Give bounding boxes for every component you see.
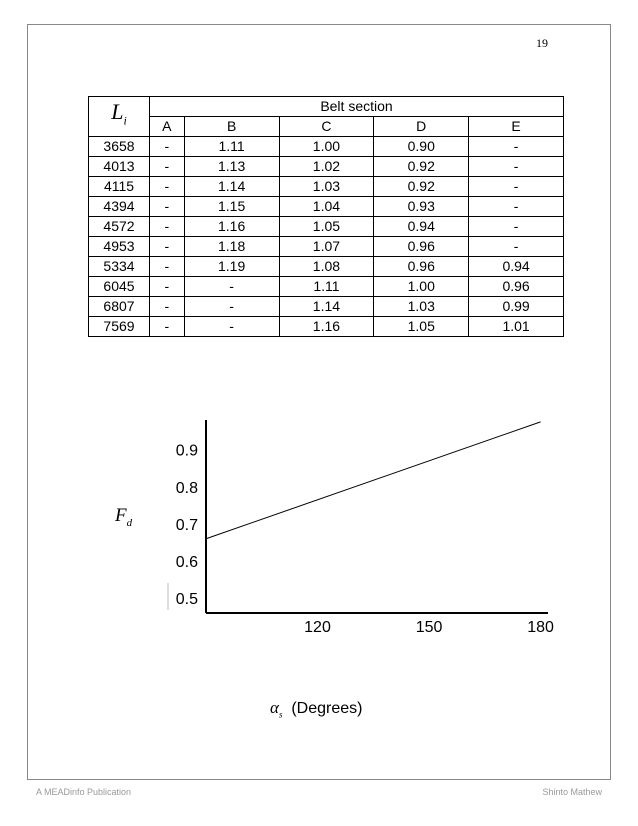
chart-area [0,400,638,730]
series-line [206,422,541,539]
length-cell: 4013 [89,157,150,177]
table-row [89,277,564,297]
factor-cell: 1.18 [184,237,279,257]
column-header-b: B [184,117,279,137]
factor-cell: 1.11 [279,277,374,297]
footer-author: Shinto Mathew [542,787,602,797]
factor-cell: 0.92 [374,157,469,177]
factor-cell: - [150,297,185,317]
factor-cell: 0.90 [374,137,469,157]
factor-cell: - [150,317,185,337]
length-cell: 4572 [89,217,150,237]
belt-section-table [88,96,564,337]
factor-cell: - [469,137,564,157]
table-row [89,197,564,217]
factor-cell: 1.11 [184,137,279,157]
factor-cell: - [150,257,185,277]
factor-cell: 1.04 [279,197,374,217]
y-tick-label: 0.9 [175,442,198,460]
factor-cell: - [150,197,185,217]
factor-cell: 1.03 [374,297,469,317]
factor-cell: - [469,197,564,217]
table-row [89,297,564,317]
factor-cell: 1.14 [184,177,279,197]
column-header-c: C [279,117,374,137]
x-axis-symbol [270,698,283,720]
factor-cell: 1.00 [374,277,469,297]
table-row [89,317,564,337]
factor-cell: - [150,177,185,197]
factor-cell: 1.05 [279,217,374,237]
y-tick-label: 0.6 [175,554,198,572]
length-cell: 4115 [89,177,150,197]
factor-cell: 0.93 [374,197,469,217]
factor-cell: 1.07 [279,237,374,257]
factor-cell: 0.99 [469,297,564,317]
y-axis-symbol: F [115,505,127,526]
x-axis-label [270,698,362,719]
y-axis-subscript: d [126,516,133,529]
factor-cell: 1.03 [279,177,374,197]
correction-factor-chart [0,400,638,730]
column-header-d: D [374,117,469,137]
length-cell: 4394 [89,197,150,217]
factor-cell: - [469,157,564,177]
length-cell: 7569 [89,317,150,337]
x-axis-subscript: s [278,709,283,720]
column-header-e: E [469,117,564,137]
factor-cell: 0.92 [374,177,469,197]
length-cell: 6807 [89,297,150,317]
factor-cell: 1.01 [469,317,564,337]
factor-cell: 1.08 [279,257,374,277]
belt-section-header: Belt section [150,97,564,117]
table-row [89,217,564,237]
length-header [89,97,150,137]
factor-cell: 1.19 [184,257,279,277]
x-axis-unit: (Degrees) [291,700,363,717]
factor-cell: - [150,217,185,237]
y-tick-label: 0.7 [175,516,198,534]
factor-cell: 1.00 [279,137,374,157]
x-axis-symbol-letter: α [270,698,279,717]
factor-cell: - [469,217,564,237]
factor-cell: 1.05 [374,317,469,337]
factor-cell: - [150,137,185,157]
table-row [89,137,564,157]
factor-cell: - [150,277,185,297]
factor-cell: 1.16 [184,217,279,237]
y-tick-label: 0.8 [175,479,198,497]
factor-cell: 1.15 [184,197,279,217]
factor-cell: 1.16 [279,317,374,337]
x-tick-label: 180 [527,619,554,636]
length-cell: 6045 [89,277,150,297]
factor-cell: - [184,297,279,317]
table-row [89,157,564,177]
table-row [89,257,564,277]
column-header-a: A [150,117,185,137]
factor-cell: 0.96 [374,237,469,257]
factor-cell: 0.94 [469,257,564,277]
factor-cell: 1.14 [279,297,374,317]
factor-cell: - [150,237,185,257]
factor-cell: - [184,317,279,337]
factor-cell: 0.94 [374,217,469,237]
table-row [89,237,564,257]
length-cell: 4953 [89,237,150,257]
y-axis-label [115,505,132,529]
factor-cell: 1.02 [279,157,374,177]
factor-cell: 0.96 [374,257,469,277]
footer-publication: A MEADinfo Publication [36,787,132,797]
length-subscript: i [123,113,127,128]
factor-cell: - [469,177,564,197]
factor-cell: 0.96 [469,277,564,297]
x-tick-label: 120 [304,619,331,636]
length-symbol: L [111,99,124,124]
table-row [89,177,564,197]
length-cell: 3658 [89,137,150,157]
y-tick-label: 0.5 [175,591,198,609]
page-number: 19 [536,36,548,50]
factor-cell: 1.13 [184,157,279,177]
x-tick-label: 150 [415,619,443,636]
length-cell: 5334 [89,257,150,277]
factor-cell: - [184,277,279,297]
factor-cell: - [150,157,185,177]
factor-cell: - [469,237,564,257]
